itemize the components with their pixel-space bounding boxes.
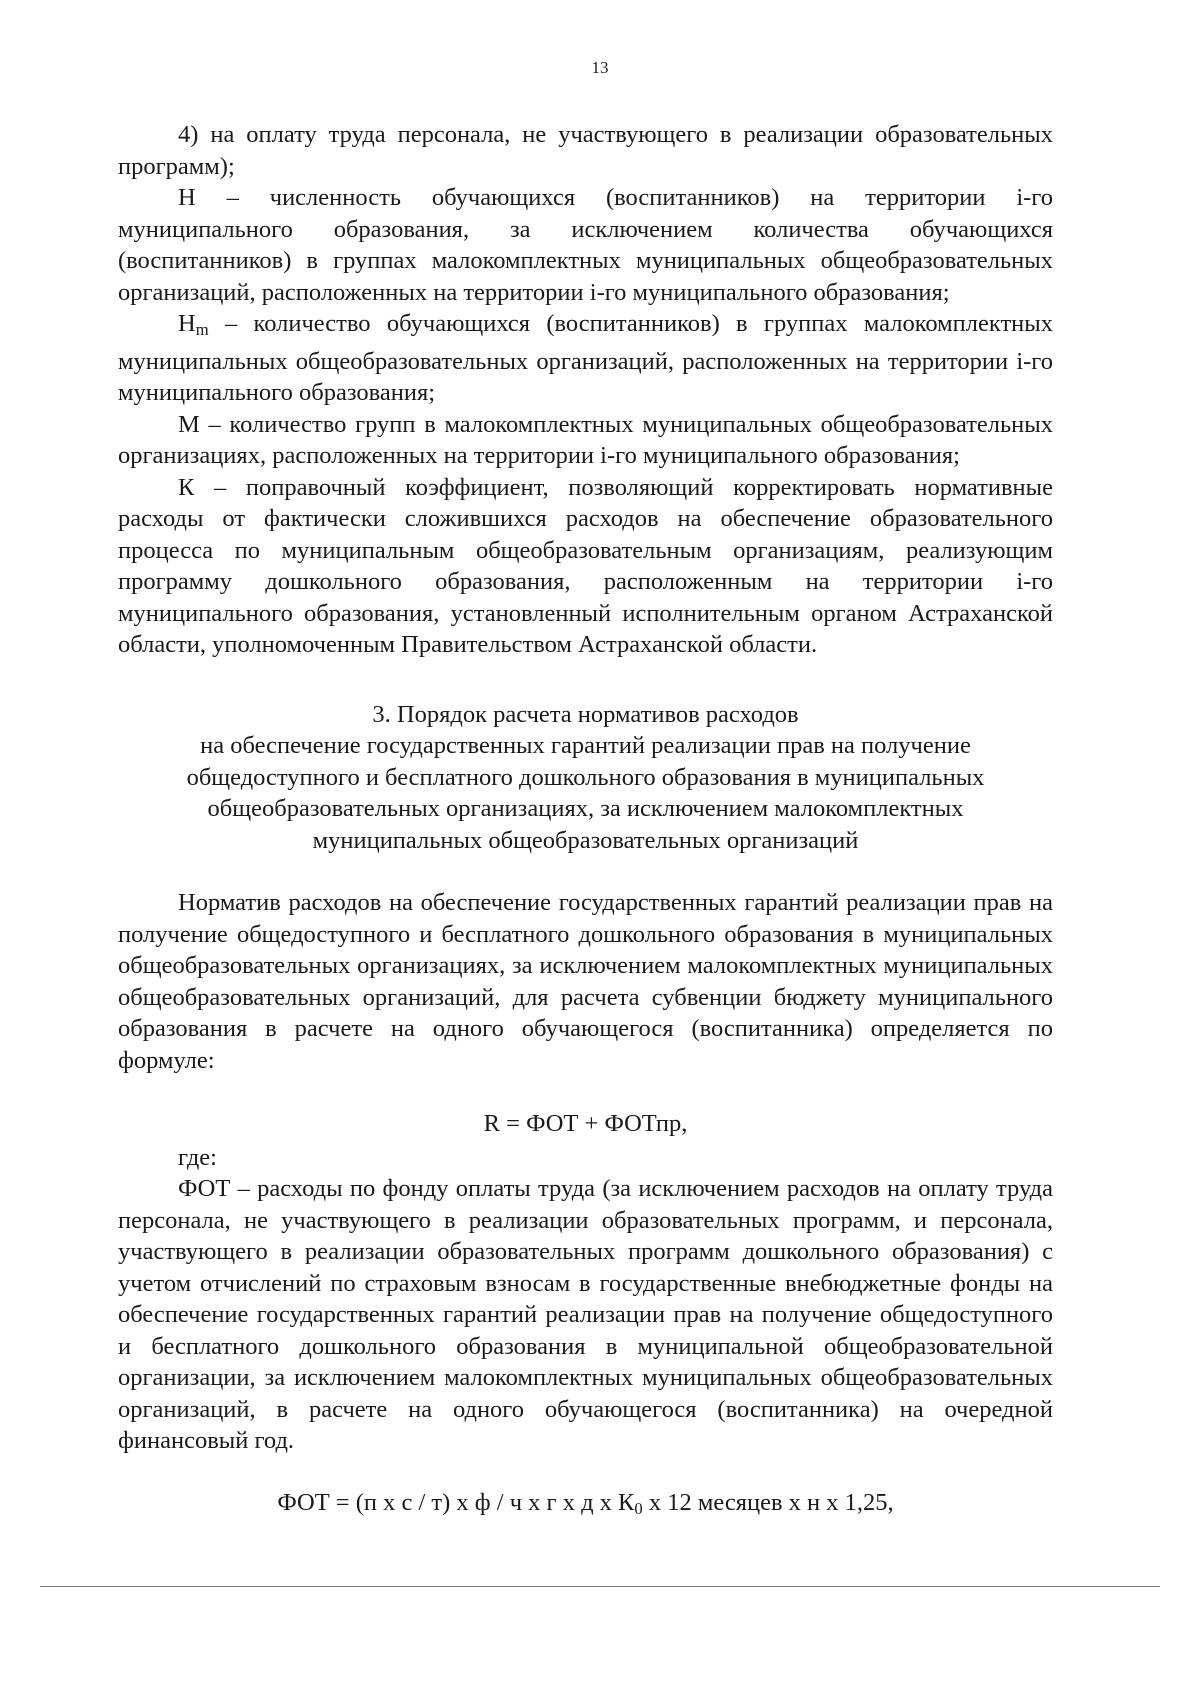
heading-line-4: общеобразовательных организациях, за исключением малокомплектных	[207, 795, 964, 823]
formula-fot-part2: х 12 месяцев х н х 1,25,	[642, 1488, 894, 1516]
formula-fot-subscript: 0	[634, 1498, 643, 1518]
symbol-subscript-m: m	[195, 320, 209, 340]
heading-line-5: муниципальных общеобразовательных организаций	[312, 826, 859, 854]
symbol-n: Н	[178, 310, 196, 337]
section-heading	[118, 699, 1053, 857]
definition-nm-text: – количество обучающихся (воспитанников) в группах малокомплектных муниципальных общеобразовательных организаций, расположенных на территории i-го муниципального образования;	[118, 310, 1053, 407]
paragraph-item-4: 4) на оплату труда персонала, не участвующего в реализации образовательных программ);	[118, 121, 1053, 180]
paragraph-definition-m: М – количество групп в малокомплектных муниципальных общеобразовательных организациях, расположенных на территории i-го муниципального образования;	[118, 410, 1053, 470]
paragraph-definition-fot: ФОТ – расходы по фонду оплаты труда (за исключением расходов на оплату труда персонала, не участвующего в реализации образовательных программ, и персонала, участвующего в реализации образовательных программ дошкольного образования) с учетом отчислений по страховым взносам в государственные внебюджетные фонды на обеспечение государственных гарантий реализации прав на получение общедоступного и бесплатного дошкольного образования в муниципальной общеобразовательной организации, за исключением малокомплектных муниципальных общеобразовательных организаций, в расчете на одного обучающегося (воспитанника) на очередной финансовый год.	[118, 1175, 1053, 1455]
page-number: 13	[591, 58, 609, 77]
footer-divider	[40, 1586, 1160, 1587]
paragraph-definition-n: Н – численность обучающихся (воспитанников) на территории i-го муниципального образования, за исключением количества обучающихся (воспитанников) в группах малокомплектных муниципальных общеобразовательных организаций, расположенных на территории i-го муниципального образования;	[118, 184, 1053, 306]
heading-line-1: 3. Порядок расчета нормативов расходов	[372, 700, 799, 728]
formula-r: R = ФОТ + ФОТпр,	[483, 1110, 688, 1138]
formula-fot	[118, 1487, 1053, 1525]
heading-line-3: общедоступного и бесплатного дошкольного образования в муниципальных	[186, 763, 985, 791]
paragraph-definition-nm	[118, 308, 1053, 409]
paragraph-normative: Норматив расходов на обеспечение государственных гарантий реализации прав на получение общедоступного и бесплатного дошкольного образования в муниципальных общеобразовательных организациях, за исключением малокомплектных муниципальных общеобразовательных организаций, для расчета субвенции бюджету муниципального образования в расчете на одного обучающегося (воспитанника) определяется по формуле:	[118, 889, 1053, 1074]
paragraph-definition-k: К – поправочный коэффициент, позволяющий корректировать нормативные расходы от фактически сложившихся расходов на обеспечение образовательного процесса по муниципальным общеобразовательным организациям, реализующим программу дошкольного образования, расположенным на территории i-го муниципального образования, установленный исполнительным органом Астраханской области, уполномоченным Правительством Астраханской области.	[118, 473, 1053, 659]
document-body	[118, 119, 1053, 1526]
heading-line-2: на обеспечение государственных гарантий реализации прав на получение	[200, 732, 971, 760]
formula-fot-part1: ФОТ = (п х с / т) х ф / ч х г х д х К	[277, 1488, 635, 1516]
where-label: где:	[178, 1143, 217, 1171]
